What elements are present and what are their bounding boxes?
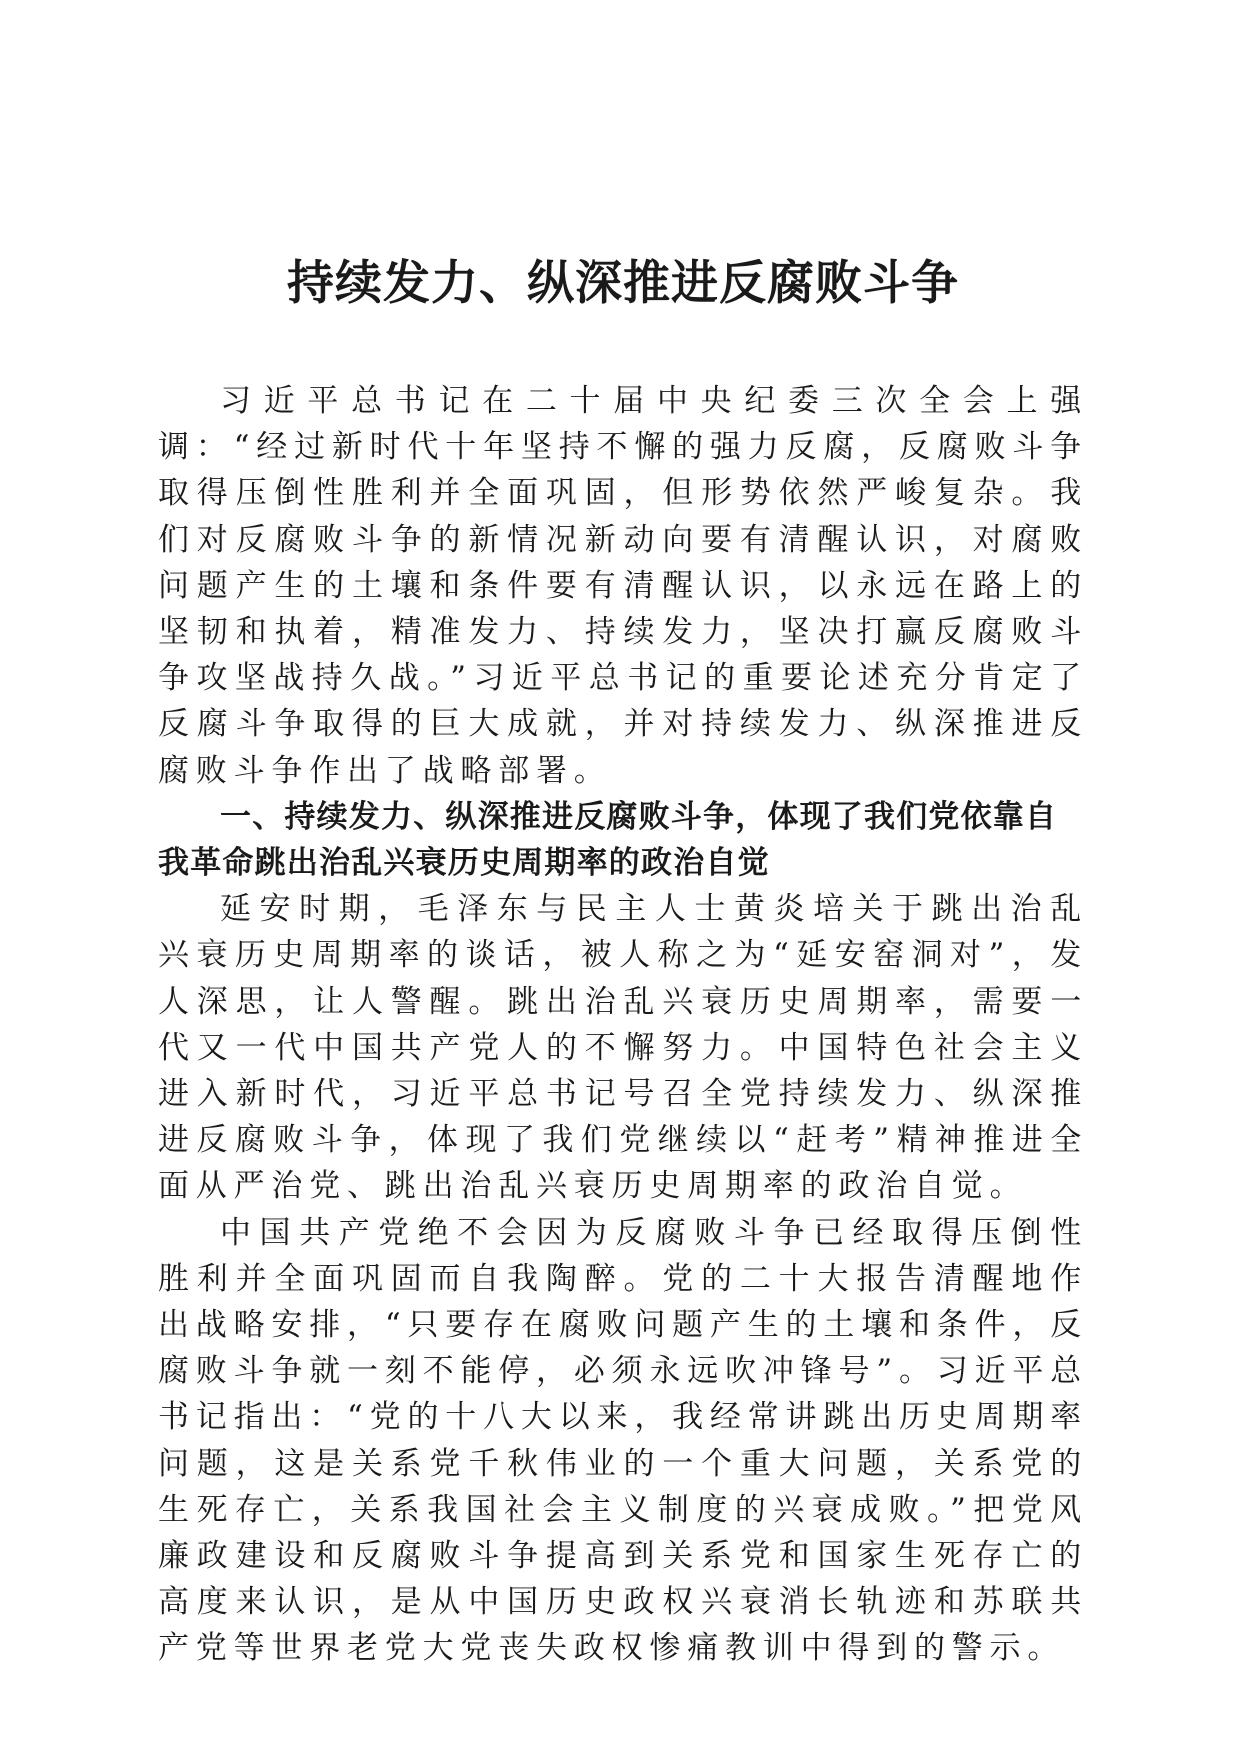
document-body [158,378,1088,1672]
document-title: 持续发力、纵深推进反腐败斗争 [287,256,959,311]
section-heading-1: 一、持续发力、纵深推进反腐败斗争，体现了我们党依靠自我革命跳出治乱兴衰历史周期率的政治自觉 [158,798,1058,882]
paragraph-party: 中国共产党绝不会因为反腐败斗争已经取得压倒性胜利并全面巩固而自我陶醉。党的二十大报告清醒地作出战略安排，“只要存在腐败问题产生的土壤和条件，反腐败斗争就一刻不能停，必须永远吹冲锋号”。习近平总书记指出：“党的十八大以来，我经常讲跳出历史周期率问题，这是关系党千秋伟业的一个重大问题，关系党的生死存亡，关系我国社会主义制度的兴衰成败。”把党风廉政建设和反腐败斗争提高到关系党和国家生死存亡的高度来认识，是从中国历史政权兴衰消长轨迹和苏联共产党等世界老党大党丧失政权惨痛教训中得到的警示。 [158,1214,1088,1667]
paragraph-yanan: 延安时期，毛泽东与民主人士黄炎培关于跳出治乱兴衰历史周期率的谈话，被人称之为“延安窑洞对”，发人深思，让人警醒。跳出治乱兴衰历史周期率，需要一代又一代中国共产党人的不懈努力。中国特色社会主义进入新时代，习近平总书记号召全党持续发力、纵深推进反腐败斗争，体现了我们党继续以“赶考”精神推进全面从严治党、跳出治乱兴衰历史周期率的政治自觉。 [158,891,1088,1205]
paragraph-intro: 习近平总书记在二十届中央纪委三次全会上强调：“经过新时代十年坚持不懈的强力反腐，反腐败斗争取得压倒性胜利并全面巩固，但形势依然严峻复杂。我们对反腐败斗争的新情况新动向要有清醒认识，对腐败问题产生的土壤和条件要有清醒认识，以永远在路上的坚韧和执着，精准发力、持续发力，坚决打赢反腐败斗争攻坚战持久战。”习近平总书记的重要论述充分肯定了反腐斗争取得的巨大成就，并对持续发力、纵深推进反腐败斗争作出了战略部署。 [158,383,1088,789]
